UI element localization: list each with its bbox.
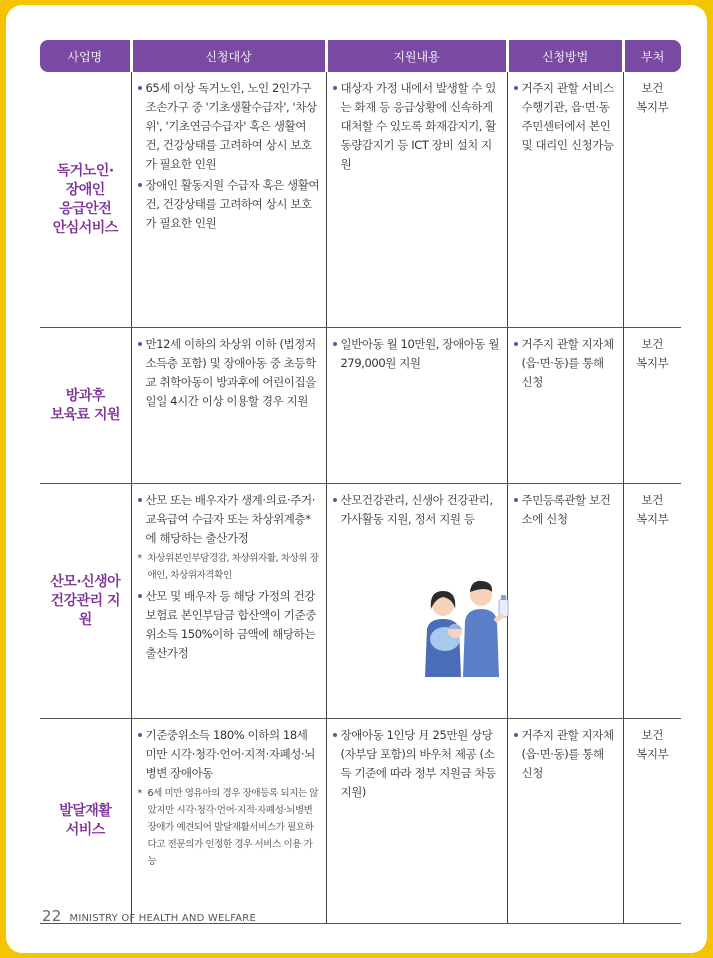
program-name-line: 서비스 bbox=[65, 822, 105, 838]
method-cell bbox=[507, 718, 623, 923]
ministry-line: 보건 bbox=[641, 81, 663, 95]
ministry-line: 복지부 bbox=[636, 100, 669, 114]
support-item: 대상자 가정 내에서 발생할 수 있는 화재 등 응급상황에 신속하게 대처할 수 있도록 화재감지기, 활동량감지기 등 ICT 장비 설치 지원 bbox=[333, 79, 501, 174]
method-item: 거주지 관할 서비스 수행기관, 읍·면·동 주민센터에서 본인 및 대리인 신청가능 bbox=[514, 79, 617, 155]
ministry-line: 보건 bbox=[641, 727, 663, 742]
method-item: 거주지 관할 지자체(읍·면·동)를 통해 신청 bbox=[514, 335, 617, 392]
page-footer bbox=[42, 907, 256, 925]
ministry-line: 복지부 bbox=[636, 511, 669, 526]
target-note bbox=[138, 785, 320, 870]
method-item: 거주지 관할 지자체(읍·면·동)를 통해 신청 bbox=[514, 726, 617, 783]
ministry-line: 복지부 bbox=[636, 355, 669, 370]
ministry-line: 보건 bbox=[641, 492, 663, 507]
support-cell bbox=[326, 718, 507, 923]
header-method: 신청방법 bbox=[507, 40, 623, 72]
support-item: 장애아동 1인당 月 25만원 상당 (자부담 포함)의 바우처 제공 (소득 기준에 따라 정부 지원금 차등 지원) bbox=[333, 726, 501, 802]
program-name-line: 응급안전 bbox=[59, 200, 112, 217]
page-number: 22 bbox=[42, 907, 62, 925]
support-cell bbox=[326, 327, 507, 483]
ministry-cell bbox=[623, 718, 681, 923]
header-target: 신청대상 bbox=[131, 40, 326, 72]
program-name-line: 발달재활 bbox=[59, 803, 112, 819]
support-item: 일반아동 월 10만원, 장애아동 월 279,000원 지원 bbox=[333, 335, 501, 373]
program-name-line: 장애인 bbox=[65, 181, 105, 198]
table-row bbox=[40, 483, 681, 718]
target-note bbox=[138, 550, 320, 584]
support-item: 산모건강관리, 신생아 건강관리, 가사활동 지원, 정서 지원 등 bbox=[333, 491, 501, 529]
target-item: 산모 또는 배우자가 생계·의료·주거·교육급여 수급자 또는 차상위계층*에 해당하는 출산가정 bbox=[138, 491, 320, 548]
family-with-baby-illustration bbox=[411, 573, 521, 677]
target-item: 장애인 활동지원 수급자 혹은 생활여건, 건강상태를 고려하여 상시 보호가 필요한 인원 bbox=[138, 176, 320, 233]
target-item: 기준중위소득 180% 이하의 18세 미만 시각·청각·언어·지적·자폐성·뇌병변 장애아동 bbox=[138, 726, 320, 783]
ministry-cell bbox=[623, 483, 681, 718]
table-row bbox=[40, 72, 681, 327]
program-name-line: 산모·신생아 bbox=[50, 573, 121, 590]
footer-label: MINISTRY OF HEALTH AND WELFARE bbox=[69, 913, 256, 924]
program-name-line: 건강관리 지원 bbox=[50, 592, 120, 628]
target-cell bbox=[131, 72, 326, 327]
target-item: 산모 및 배우자 등 해당 가정의 건강보험료 본인부담금 합산액이 기준중위소득 150%이하 금액에 해당하는 출산가정 bbox=[138, 587, 320, 663]
ministry-line: 보건 bbox=[641, 336, 663, 351]
target-item: 65세 이상 독거노인, 노인 2인가구 조손가구 중 '기초생활수급자', '차상위', '기초연금수급자' 혹은 생활여건, 건강상태를 고려하여 상시 보호가 필요한 인원 bbox=[138, 79, 320, 174]
note-mark: * bbox=[137, 552, 142, 564]
table-row bbox=[40, 327, 681, 483]
program-name bbox=[40, 483, 131, 718]
target-item: 만12세 이하의 차상위 이하 (법정저소득층 포함) 및 장애아동 중 초등학교 취학아동이 방과후에 어린이집을 일일 4시간 이상 이용할 경우 지원 bbox=[138, 335, 320, 411]
note-text: 차상위본인부담경감, 차상위자활, 차상위 장애인, 차상위자격확인 bbox=[147, 552, 319, 581]
target-cell bbox=[131, 327, 326, 483]
target-cell bbox=[131, 483, 326, 718]
program-name-line: 안심서비스 bbox=[52, 219, 118, 236]
program-name-line: 방과후 bbox=[65, 387, 105, 404]
header-support: 지원내용 bbox=[326, 40, 507, 72]
note-text: 6세 미만 영유아의 경우 장애등록 되지는 않았지만 시각·청각·언어·지적·자폐성·뇌병변 장애가 예견되어 발달재활서비스가 필요하다고 전문의가 인정한 경우 서비스 이용 가능 bbox=[147, 787, 319, 867]
program-name bbox=[40, 718, 131, 923]
ministry-line: 복지부 bbox=[636, 746, 669, 761]
program-name-line: 보육료 지원 bbox=[50, 406, 120, 423]
header-ministry: 부처 bbox=[623, 40, 681, 72]
method-cell bbox=[507, 72, 623, 327]
ministry-cell bbox=[623, 72, 681, 327]
target-cell bbox=[131, 718, 326, 923]
method-cell bbox=[507, 483, 623, 718]
program-name-line: 독거노인· bbox=[56, 162, 114, 179]
program-table bbox=[40, 40, 681, 924]
method-item: 주민등록관할 보건소에 신청 bbox=[514, 491, 617, 529]
table-header-row bbox=[40, 40, 681, 72]
header-program-name: 사업명 bbox=[40, 40, 131, 72]
program-name bbox=[40, 327, 131, 483]
support-cell bbox=[326, 72, 507, 327]
table-row bbox=[40, 718, 681, 923]
method-cell bbox=[507, 327, 623, 483]
ministry-cell bbox=[623, 327, 681, 483]
note-mark: * bbox=[137, 787, 142, 799]
program-name bbox=[40, 72, 131, 327]
page bbox=[6, 5, 707, 953]
